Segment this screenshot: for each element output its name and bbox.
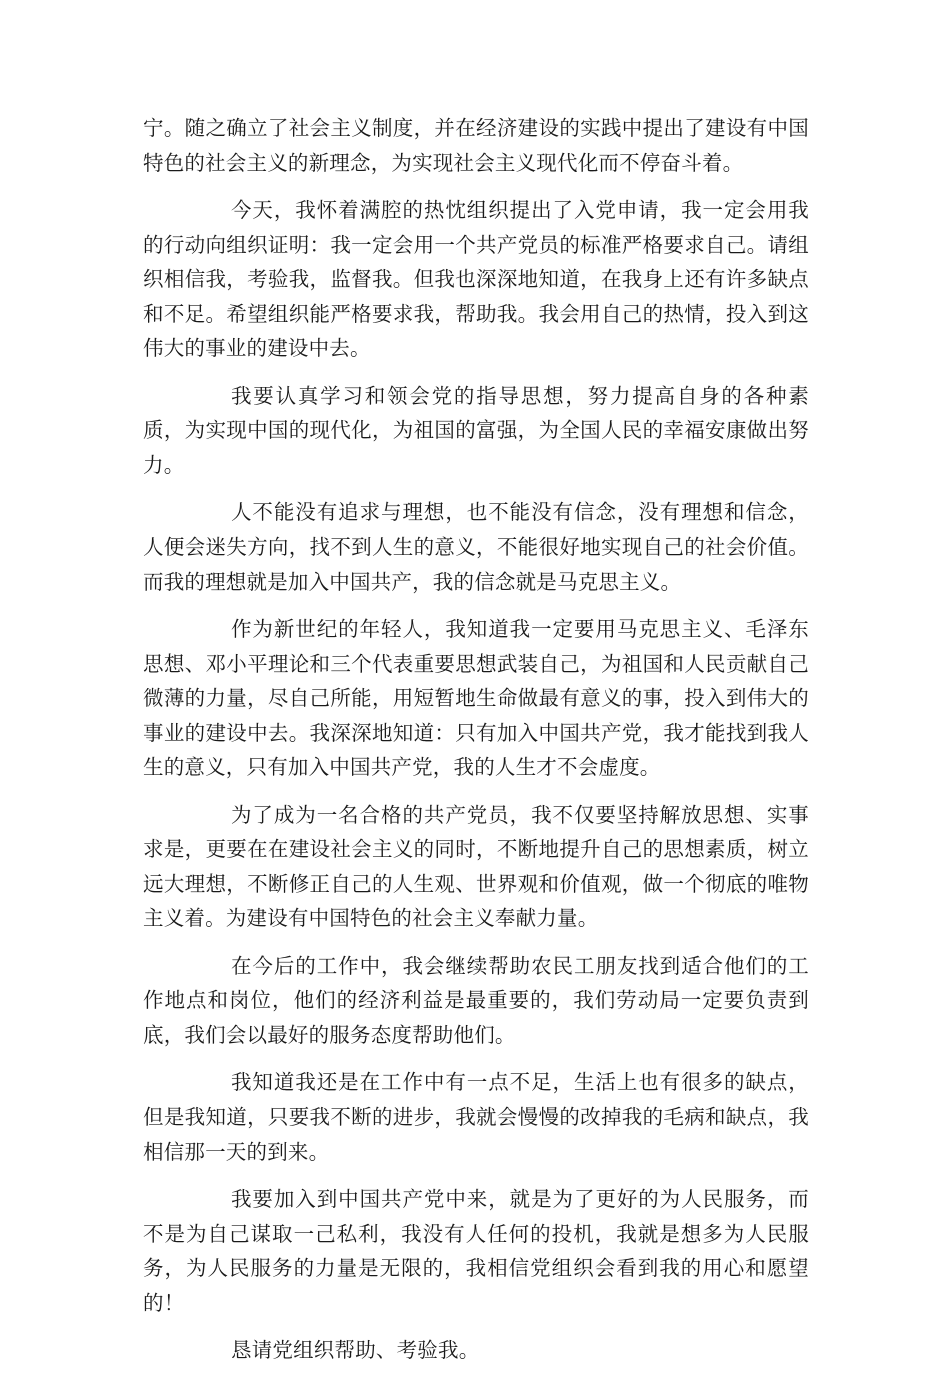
paragraph: 我要认真学习和领会党的指导思想，努力提高自身的各种素质，为实现中国的现代化，为祖国的富强，为全国人民的幸福安康做出努力。	[143, 383, 809, 477]
closing-paragraph: 恳请党组织帮助、考验我。	[231, 1338, 480, 1363]
paragraph: 为了成为一名合格的共产党员，我不仅要坚持解放思想、实事求是，更要在在建设社会主义的同时，不断地提升自己的思想素质，树立远大理想，不断修正自己的人生观、世界观和价值观，做一个彻底的唯物主义着。为建设有中国特色的社会主义奉献力量。	[143, 802, 809, 931]
paragraph: 我知道我还是在工作中有一点不足，生活上也有很多的缺点，但是我知道，只要我不断的进步，我就会慢慢的改掉我的毛病和缺点，我相信那一天的到来。	[143, 1070, 809, 1164]
document-body	[143, 111, 809, 1381]
paragraph: 人不能没有追求与理想，也不能没有信念，没有理想和信念，人便会迷失方向，找不到人生的意义，不能很好地实现自己的社会价值。而我的理想就是加入中国共产，我的信念就是马克思主义。	[143, 500, 809, 594]
paragraph-continuation: 宁。随之确立了社会主义制度，并在经济建设的实践中提出了建设有中国特色的社会主义的新理念，为实现社会主义现代化而不停奋斗着。	[143, 116, 809, 175]
paragraph: 今天，我怀着满腔的热忱组织提出了入党申请，我一定会用我的行动向组织证明：我一定会用一个共产党员的标准严格要求自己。请组织相信我，考验我，监督我。但我也深深地知道，在我身上还有许多缺点和不足。希望组织能严格要求我，帮助我。我会用自己的热情，投入到这伟大的事业的建设中去。	[143, 197, 809, 361]
paragraph: 作为新世纪的年轻人，我知道我一定要用马克思主义、毛泽东思想、邓小平理论和三个代表重要思想武装自己，为祖国和人民贡献自己微薄的力量，尽自己所能，用短暂地生命做最有意义的事，投入到伟大的事业的建设中去。我深深地知道：只有加入中国共产党，我才能找到我人生的意义，只有加入中国共产党，我的人生才不会虚度。	[143, 616, 809, 780]
paragraph: 在今后的工作中，我会继续帮助农民工朋友找到适合他们的工作地点和岗位，他们的经济利益是最重要的，我们劳动局一定要负责到底，我们会以最好的服务态度帮助他们。	[143, 953, 809, 1048]
paragraph: 我要加入到中国共产党中来，就是为了更好的为人民服务，而不是为自己谋取一己私利，我没有人任何的投机，我就是想多为人民服务，为人民服务的力量是无限的，我相信党组织会看到我的用心和愿望的！	[143, 1187, 809, 1315]
